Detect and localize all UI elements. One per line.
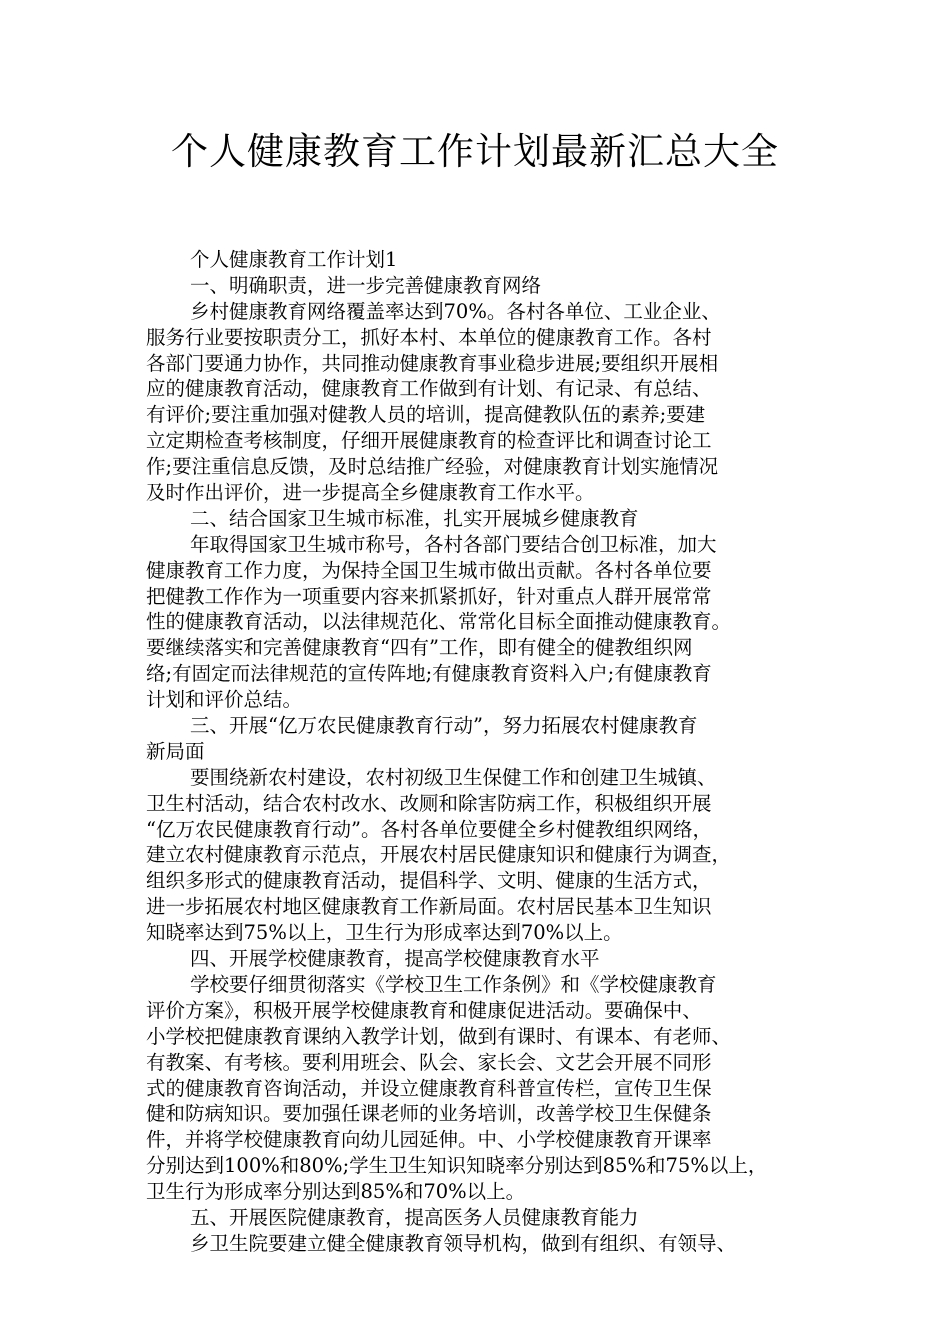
text-line: 有教案、有考核。要利用班会、队会、家长会、文艺会开展不同形 bbox=[146, 1050, 712, 1074]
text-line: 有评价;要注重加强对健教人员的培训，提高健教队伍的素养;要建 bbox=[146, 403, 706, 427]
text-line: 络;有固定而法律规范的宣传阵地;有健康教育资料入户;有健康教育 bbox=[146, 662, 712, 686]
text-line: 性的健康教育活动，以法律规范化、常常化目标全面推动健康教育。 bbox=[146, 610, 732, 634]
text-line: 建立农村健康教育示范点，开展农村居民健康知识和健康行为调查， bbox=[146, 843, 732, 867]
text-line: 要围绕新农村建设，农村初级卫生保健工作和创建卫生城镇、 bbox=[190, 765, 717, 789]
text-line: 把健教工作作为一项重要内容来抓紧抓好，针对重点人群开展常常 bbox=[146, 584, 712, 608]
text-line: 评价方案》，积极开展学校健康教育和健康促进活动。要确保中、 bbox=[146, 998, 702, 1022]
text-line: 进一步拓展农村地区健康教育工作新局面。农村居民基本卫生知识 bbox=[146, 895, 712, 919]
text-line: 计划和评价总结。 bbox=[146, 688, 303, 712]
text-line: 应的健康教育活动，健康教育工作做到有计划、有记录、有总结、 bbox=[146, 377, 712, 401]
text-line: 一、明确职责，进一步完善健康教育网络 bbox=[190, 273, 542, 297]
text-line: 学校要仔细贯彻落实《学校卫生工作条例》和《学校健康教育 bbox=[190, 972, 717, 996]
text-line: 小学校把健康教育课纳入教学计划，做到有课时、有课本、有老师、 bbox=[146, 1024, 732, 1048]
text-line: 三、开展“亿万农民健康教育行动”，努力拓展农村健康教育 bbox=[190, 714, 698, 738]
text-line: 健和防病知识。要加强任课老师的业务培训，改善学校卫生保健条 bbox=[146, 1102, 712, 1126]
text-line: 卫生村活动，结合农村改水、改厕和除害防病工作，积极组织开展 bbox=[146, 791, 712, 815]
document-title: 个人健康教育工作计划最新汇总大全 bbox=[171, 130, 779, 173]
text-line: 年取得国家卫生城市称号，各村各部门要结合创卫标准，加大 bbox=[190, 532, 717, 556]
text-line: 新局面 bbox=[146, 739, 205, 763]
text-line: “亿万农民健康教育行动”。各村各单位要健全乡村健教组织网络， bbox=[146, 817, 712, 841]
document-body bbox=[146, 247, 812, 1257]
text-line: 二、结合国家卫生城市标准，扎实开展城乡健康教育 bbox=[190, 506, 639, 530]
text-line: 乡卫生院要建立健全健康教育领导机构，做到有组织、有领导、 bbox=[190, 1231, 737, 1255]
text-line: 卫生行为形成率分别达到85%和70%以上。 bbox=[146, 1180, 526, 1204]
text-line: 分别达到100%和80%;学生卫生知识知晓率分别达到85%和75%以上， bbox=[146, 1154, 768, 1178]
text-line: 及时作出评价，进一步提高全乡健康教育工作水平。 bbox=[146, 481, 595, 505]
text-line: 件，并将学校健康教育向幼儿园延伸。中、小学校健康教育开课率 bbox=[146, 1128, 712, 1152]
text-line: 要继续落实和完善健康教育“四有”工作，即有健全的健教组织网 bbox=[146, 636, 693, 660]
text-line: 作;要注重信息反馈，及时总结推广经验，对健康教育计划实施情况 bbox=[146, 455, 719, 479]
text-line: 服务行业要按职责分工，抓好本村、本单位的健康教育工作。各村 bbox=[146, 325, 712, 349]
text-line: 五、开展医院健康教育，提高医务人员健康教育能力 bbox=[190, 1205, 639, 1229]
text-line: 乡村健康教育网络覆盖率达到70%。各村各单位、工业企业、 bbox=[190, 299, 721, 323]
text-line: 立定期检查考核制度，仔细开展健康教育的检查评比和调查讨论工 bbox=[146, 429, 712, 453]
text-line: 知晓率达到75%以上，卫生行为形成率达到70%以上。 bbox=[146, 921, 623, 945]
text-line: 个人健康教育工作计划1 bbox=[190, 248, 398, 271]
text-line: 组织多形式的健康教育活动，提倡科学、文明、健康的生活方式， bbox=[146, 869, 712, 893]
text-line: 健康教育工作力度，为保持全国卫生城市做出贡献。各村各单位要 bbox=[146, 558, 712, 582]
text-line: 各部门要通力协作，共同推动健康教育事业稳步进展;要组织开展相 bbox=[146, 351, 719, 375]
text-line: 四、开展学校健康教育，提高学校健康教育水平 bbox=[190, 947, 600, 971]
text-line: 式的健康教育咨询活动，并设立健康教育科普宣传栏，宣传卫生保 bbox=[146, 1076, 712, 1100]
